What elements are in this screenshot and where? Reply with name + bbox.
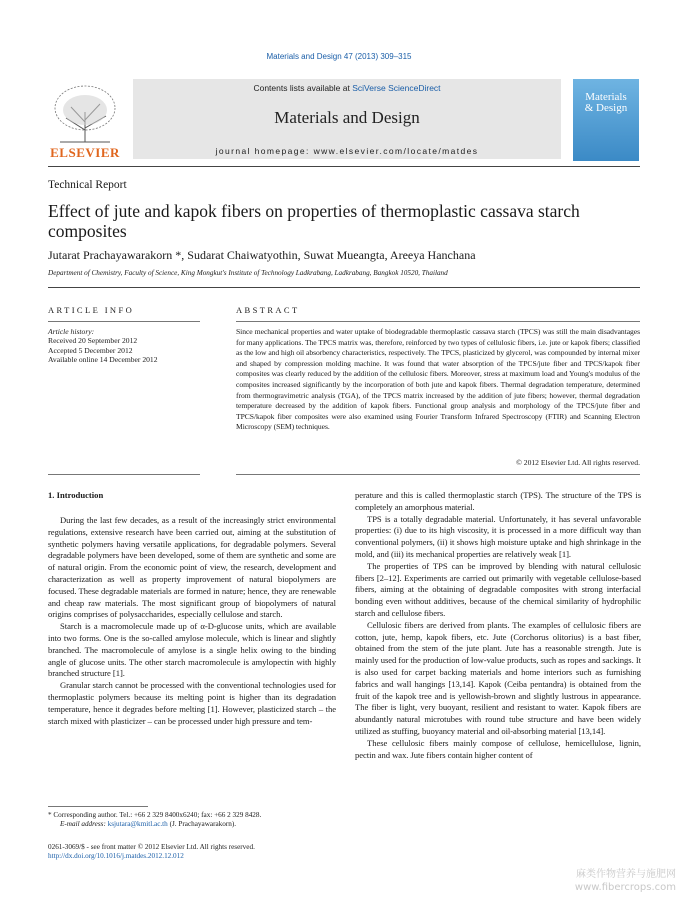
body-paragraph: Cellulosic fibers are derived from plants. The examples of cellulosic fibers are cotton, jute, hemp, kapok fibers, etc. Jute (Corchorus olitorius) is a bast fiber, obtained from the stem of the jute plant. Jute has a reasonable strength. Jute is mainly used for the production of low-value products, such as ropes and sackings. It is also used for carpet backing materials and home interiors such as furnishing fabrics and wall hangings [13,14]. Kapok (Ceiba pentandra) is obtained from the fruit of the kapok tree and is yellowish-brown and slightly lustrous in appearance. The fiber is light, very buoyant, resilient and resistant to water. Kapok fibers are abundantly natural microtubes with round tube structure and have been widely utilized as stuffing, buoyancy material and oil-absorbing material [13,14]. [355,619,641,736]
body-paragraph: During the last few decades, as a result of the increasingly strict environmental regulations, extensive research have been carried out, aiming at the substitution of synthetic polymers having versatile applications, for degradable polymers. Several degradable polymers have been developed, some of them are synthetic and some are of natural origin. From the economic point of view, the research, development and characterization as well as property improvement of natural biopolymers are focused. These degradable materials are formed in nature; hence, they are renewable and cheap raw materials. The most significant group of biopolymers of natural origins comprises of polysaccharides, especially cellulose and starch. [48,515,336,620]
journal-cover-title [573,92,639,114]
sciencedirect-link[interactable]: SciVerse ScienceDirect [352,83,441,93]
online-date: Available online 14 December 2012 [48,354,158,364]
body-paragraph: The properties of TPS can be improved by blending with natural cellulosic fibers [2–12]. Experiments are carried out primarily with vegetable cellulose-based fibers, aiming at the obtaining of degradable composites with strong interfacial bonding even without additives, because of the chemical similarity of hydrophilic starch and cellulose fibers. [355,560,641,618]
journal-citation[interactable]: Materials and Design 47 (2013) 309–315 [266,52,412,61]
abstract-heading: ABSTRACT [236,305,300,315]
header-divider [48,166,640,167]
body-paragraph: Starch is a macromolecule made up of α-D-glucose units, which are available into two forms. One is the so-called amylose molecule, which is linear and slightly branched. The macromolecule of amylose is a single helix owing to the binding angle of glucose units. The other starch macromolecule is amylopectin with highly branched structure [1]. [48,621,336,679]
site-watermark [548,868,676,894]
doi-link[interactable]: http://dx.doi.org/10.1016/j.matdes.2012.12.012 [48,852,184,861]
author-affiliation: Department of Chemistry, Faculty of Science, King Mongkut's Institute of Technology Ladkrabang, Ladkrabang, Bangkok 10520, Thailand [48,269,448,277]
journal-title: Materials and Design [274,108,420,127]
elsevier-wordmark: ELSEVIER [50,145,120,160]
body-paragraph: Granular starch cannot be processed with the conventional technologies used for thermoplastic polymers because its melting point is higher than its degradation temperature, hence it degrades before melting [1]. However, plasticized starch – the starch mixed with plasticizer – can be processed under high pressure and tem- [48,680,336,726]
abstract-text: Since mechanical properties and water uptake of biodegradable thermoplastic cassava starch (TPCS) was still the main disadvantages for many applications. The TPCS matrix was, therefore, reinforced by two types of cellulosic fibers, i.e. jute or kapok fibers; classified as the low and high oil absorbency characteristics, respectively. The TPCS, plasticized by glycerol, was compounded by internal mixer and shaped by compression molding machine. It was found that water absorption of the TPCS/jute fiber and TPCS/kapok fiber composites was clearly reduced by the addition of the cellulosic fibers. Moreover, stress at maximum load and Young's modulus of the composites increased significantly by the incorporation of both jute and kapok fibers. Thermal degradation temperature, determined from thermogravimetric analysis (TGA), of the TPCS matrix increased by the addition of jute fibers; however, thermal degradation temperature decreased by the addition of kapok fibers. Functional group analysis and morphology of the TPCS/jute fiber and TPCS/kapok fiber composites were also examined using Fourier Transform Infrared Spectroscopy (FTIR) and Scanning Electron Microscopy (SEM) techniques. [236,327,640,432]
journal-homepage[interactable]: journal homepage: www.elsevier.com/locate/matdes [215,146,479,156]
accepted-date: Accepted 5 December 2012 [48,345,133,355]
history-label: Article history: [48,327,95,336]
issn-line: 0261-3069/$ - see front matter © 2012 Elsevier Ltd. All rights reserved. [48,843,255,851]
paper-title: Effect of jute and kapok fibers on properties of thermoplastic cassava starch composites [48,201,580,241]
issn-block [48,843,255,862]
article-info-rule [48,321,200,322]
email-link[interactable]: ksjutara@kmitl.ac.th [107,820,168,829]
body-paragraph: These cellulosic fibers mainly compose of cellulose, hemicellulose, lignin, pectin and wax. Jute fibers contain higher content of [355,737,641,760]
abstract-rule [236,321,640,322]
corresponding-author-note: * Corresponding author. Tel.: +66 2 329 8400x6240; fax: +66 2 329 8428. [48,811,262,819]
body-right-column [355,490,641,761]
email-label: E-mail address: [60,820,108,829]
body-paragraph: TPS is a totally degradable material. Unfortunately, it has several unfavorable properties: (i) due to its high viscosity, it is processed in a more difficult way than conventional polymers, (ii) it shows high moisture uptake and high shrinkage in the mold, and (iii) its mechanical properties are relatively weak [1]. [355,513,641,559]
watermark-line-1: 麻类作物营养与施肥网 [576,869,676,880]
title-divider [48,287,640,288]
abstract-copyright: © 2012 Elsevier Ltd. All rights reserved. [516,458,640,467]
article-info-bottom-rule [48,474,200,475]
abstract-bottom-rule [236,474,640,475]
email-suffix: (J. Prachayawarakorn). [167,820,237,829]
cover-title-line-1: Materials [585,91,627,103]
article-history [48,327,158,364]
footnote-rule [48,806,148,807]
corresponding-footnote [48,811,261,830]
article-type: Technical Report [48,179,127,191]
article-info-heading: ARTICLE INFO [48,305,135,315]
contents-prefix: Contents lists available at [253,83,353,93]
contents-available-line [133,83,561,93]
watermark-line-2: www.fibercrops.com [574,882,676,893]
body-paragraph: perature and this is called thermoplastic starch (TPS). The structure of the TPS is completely an amorphous material. [355,490,641,512]
received-date: Received 20 September 2012 [48,336,138,346]
body-left-column [48,515,336,727]
author-list: Jutarat Prachayawarakorn *, Sudarat Chaiwatyothin, Suwat Mueangta, Areeya Hanchana [48,248,476,262]
section-heading: 1. Introduction [48,490,104,500]
cover-title-line-2: & Design [584,102,628,114]
